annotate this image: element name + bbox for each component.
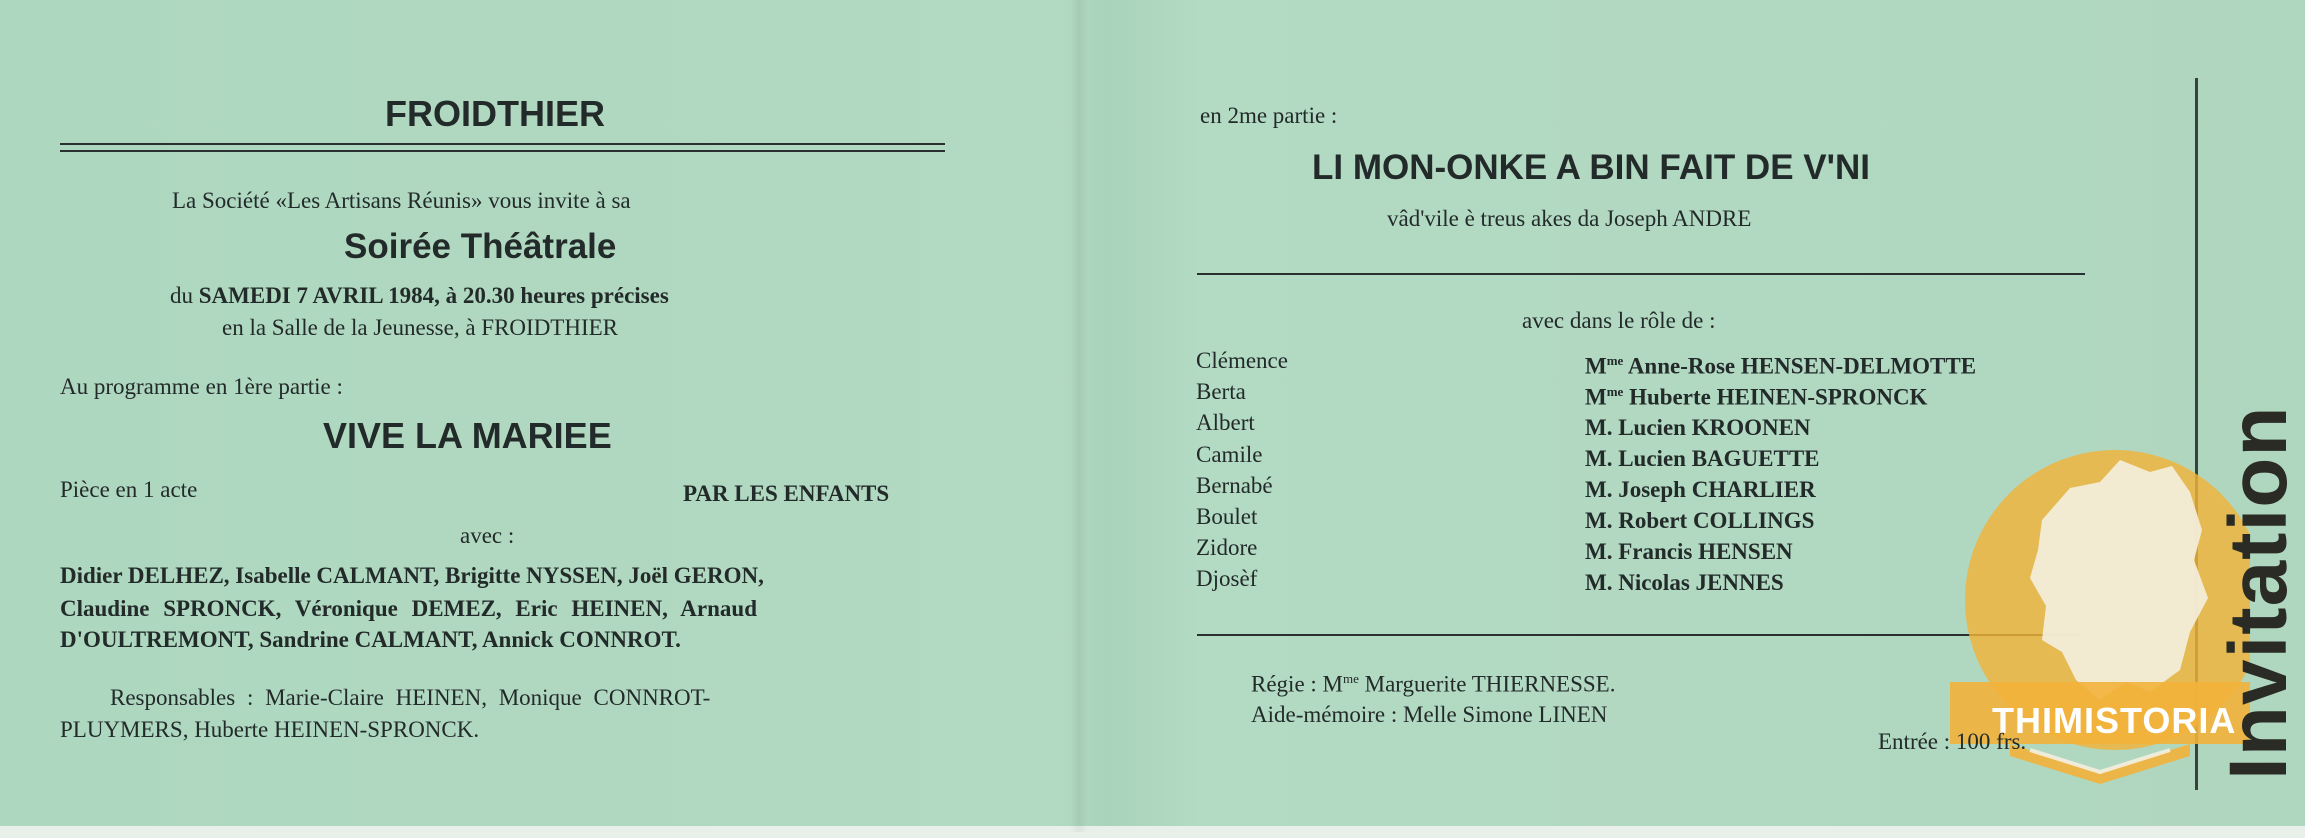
cast-actor: $M^{me}$ Huberte HEINEN-SPRONCK — [1585, 384, 1928, 410]
cast-actor: M. Nicolas JENNES — [1585, 570, 1784, 595]
date-prefix: du — [170, 283, 193, 308]
left-title: FROIDTHIER — [385, 93, 605, 134]
cast-role: Bernabé — [1196, 473, 1273, 498]
play1-title: VIVE LA MARIEE — [323, 415, 612, 456]
play1-acts: Pièce en 1 acte — [60, 477, 198, 502]
play2-title: LI MON-ONKE A BIN FAIT DE V'NI — [1312, 148, 1870, 187]
children-line-2: Claudine SPRONCK, Véronique DEMEZ, Eric HEINEN, Arnaud — [60, 596, 757, 621]
cast-role: Camile — [1196, 442, 1263, 467]
cast-role: Berta — [1196, 379, 1246, 404]
logo-book-icon — [2010, 744, 2190, 784]
part2-intro: en 2me partie : — [1200, 103, 1338, 128]
cast-role: Boulet — [1196, 504, 1258, 529]
regie-line: Régie : $M^{me}$ Marguerite THIERNESSE. — [1251, 671, 1616, 697]
cast-role: Zidore — [1196, 535, 1258, 560]
play1-by: PAR LES ENFANTS — [683, 481, 890, 506]
cast-actor: M. Lucien KROONEN — [1585, 415, 1811, 440]
title-rule-top — [60, 143, 945, 145]
center-fold — [1070, 0, 1088, 832]
cast-actor: M. Francis HENSEN — [1585, 539, 1793, 564]
play2-subtitle: vâd'vile è treus akes da Joseph ANDRE — [1387, 206, 1752, 231]
program-intro: Au programme en 1ère partie : — [60, 374, 343, 399]
cast-actor: $M^{me}$ Anne-Rose HENSEN-DELMOTTE — [1585, 353, 1977, 379]
roles-intro: avec dans le rôle de : — [1522, 308, 1716, 333]
cast-role: Djosèf — [1196, 566, 1258, 591]
aide-memoire-line: Aide-mémoire : Melle Simone LINEN — [1251, 702, 1608, 727]
vertical-invitation-label: Invitation — [2213, 405, 2304, 780]
invite-line: La Société «Les Artisans Réunis» vous invite à sa — [172, 188, 631, 213]
responsables-line-2: PLUYMERS, Huberte HEINEN-SPRONCK. — [60, 717, 480, 742]
cast-actor: M. Robert COLLINGS — [1585, 508, 1815, 533]
cast-actor: M. Joseph CHARLIER — [1585, 477, 1816, 502]
watermark-text: THIMISTORIA — [1992, 700, 2237, 741]
children-line-1: Didier DELHEZ, Isabelle CALMANT, Brigitte NYSSEN, Joël GERON, — [60, 563, 764, 588]
thimistoria-logo — [1950, 400, 2250, 820]
right-rule-top — [1197, 273, 2085, 275]
event-title: Soirée Théâtrale — [344, 227, 617, 266]
event-venue: en la Salle de la Jeunesse, à FROIDTHIER — [222, 315, 619, 340]
cast-actor: M. Lucien BAGUETTE — [1585, 446, 1820, 471]
date-bold: SAMEDI 7 AVRIL 1984, à 20.30 heures précises — [198, 283, 669, 308]
responsables-line-1: Responsables : Marie-Claire HEINEN, Monique CONNROT- — [110, 685, 711, 710]
card-bottom-edge — [0, 826, 2305, 838]
entry-price: Entrée : 100 frs. — [1878, 729, 2027, 754]
title-rule-bottom — [60, 150, 945, 152]
cast-role: Albert — [1196, 410, 1255, 435]
with-label: avec : — [460, 523, 515, 548]
cast-role: Clémence — [1196, 348, 1288, 373]
event-date — [170, 283, 669, 309]
children-line-3: D'OULTREMONT, Sandrine CALMANT, Annick CONNROT. — [60, 627, 681, 652]
